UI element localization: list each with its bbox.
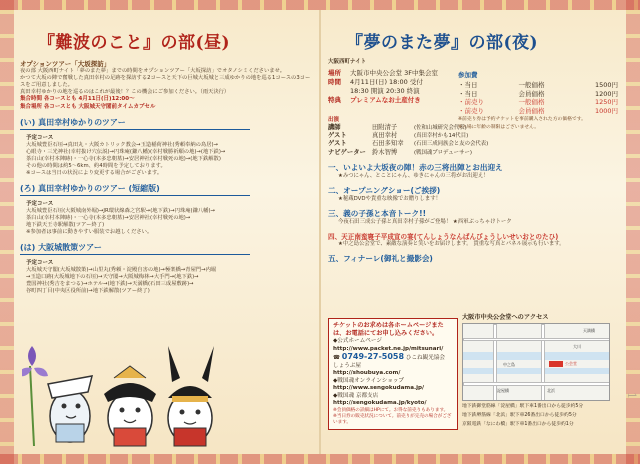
program-title: 三、義の子孫と本音トーク!!	[328, 208, 427, 218]
fee-label: ・前売り	[458, 98, 484, 106]
section-i-line: その他の時間は約5〜6km、約4時間を予定しております。	[26, 163, 166, 169]
fee-label: ・当日	[458, 81, 478, 89]
bottom-border	[0, 454, 640, 464]
program-list	[328, 162, 622, 264]
fee-price: 1500円	[594, 81, 618, 89]
info-value: 4月11日(日) 18:00 受付	[350, 77, 423, 86]
road	[463, 382, 610, 386]
shop-label: しょうぶ屋	[333, 362, 361, 369]
meet-place: 集合場所 各コースとも 大阪城天守閣前タイムカプセル	[20, 103, 156, 110]
section-i-line: 茶臼山(幸村本陣跡)・一心寺(本多忠朝墓)→安居神社(幸村戦死の地)→(地下鉄解散)	[26, 156, 221, 162]
fee-label: ・当日	[458, 89, 478, 98]
blog-url-link[interactable]: http://sengokudama.jp/kyoto/	[333, 400, 427, 406]
day-title: 『難波のこと』の部(昼)	[38, 33, 231, 53]
cast-desc: (佐和山城研究会代表)	[414, 125, 467, 131]
section-i-heading: (い) 真田幸村ゆかりのツアー	[20, 117, 250, 130]
phone-number[interactable]: 0749-27-5058	[341, 352, 405, 361]
contact-note: ※当日券の販売状況について。前売りが完売の場合がございます。	[333, 413, 452, 425]
section-ro-line: 大坂城豊臣石垣(大阪城南外堀)→JR環状線森之宮駅→(地下鉄)→円珠庵(鎌八幡)→	[26, 208, 216, 214]
page-number: 1	[625, 392, 638, 399]
section-ro-line: 茶臼山(幸村本陣跡)・一心寺(本多忠朝墓)→安居神社(幸村戦死の地)→	[26, 215, 191, 221]
hideyoshi-mascot-icon	[104, 366, 156, 446]
intro-2: かつて大坂の陣で奮戦した真田幸村の足跡を探訪する2コースと天下の巨城大坂城と三成ゆかりの地を巡る1コースの3コースをご用意しました。	[20, 75, 311, 88]
fee-row	[458, 90, 618, 99]
fee-title: 参加費	[458, 71, 478, 79]
fee-box	[458, 70, 618, 131]
cast-name: 真田幸村	[372, 132, 398, 140]
map-label: 北浜	[547, 388, 555, 393]
info-key: 時間	[328, 77, 341, 86]
river	[463, 352, 610, 360]
access-line: 地下鉄御堂筋線「淀屋橋」駅下車1番出口から徒歩約5分	[462, 404, 584, 409]
info-key	[328, 87, 350, 96]
cast-desc: (石田三成同族会と友の会代表)	[414, 141, 489, 148]
section-ha-line: 豊国神社(秀吉をまつる)→ホテル→(地下鉄)→天満橋(石田三成屋敷跡)→	[26, 281, 194, 287]
info-key: 特典	[328, 95, 341, 104]
site-label: ◆公式ホームページ	[333, 338, 382, 344]
map-label: 中之島	[503, 362, 515, 367]
fee-label: ・前売り	[458, 106, 484, 115]
program-sub: ★みつにゃん、とことにゃん、ゆきにゃんの三将がお出迎え！	[338, 172, 489, 179]
program-sub: ★秘蔵DVDや貴重な映像でお贈りします！	[338, 195, 441, 202]
event-name: 大阪西町ナイト	[328, 59, 367, 65]
meet-time: 集合時間 各コースとも 4月11日(日)12:00〜	[20, 96, 135, 102]
left-column	[20, 14, 312, 295]
section-i-yotei: 予定コース	[26, 135, 54, 141]
iris-flower-icon	[22, 346, 48, 446]
cast-desc: (戦国魂プロデューサー)	[414, 149, 472, 156]
cast-row	[328, 140, 622, 148]
program-sub: 今夜石田三成公子孫と真田幸村子孫がご登場！ ★西軍ぶっちゃけトーク	[338, 218, 512, 225]
contact-note: ※会員価格の詳細はHPにて。お得な前売りもあります。	[333, 407, 449, 413]
venue-marker-icon	[549, 361, 563, 367]
cast-name: 鈴木智博	[372, 148, 398, 156]
map-title: 大阪市中央公会堂へのアクセス	[462, 314, 549, 321]
fee-kind: 一般価格	[518, 81, 545, 89]
contact-heading: チケットのお求めは各ホームページまたは、お電話にてお申し込みください。	[333, 322, 444, 337]
intro-1: 夜の部 大阪西町ナイト「夢のまた夢」までの時間をオプションツアー「大坂探訪」でオタノシミくださいませ。	[20, 68, 285, 74]
night-title: 『夢のまた夢』の部(夜)	[346, 33, 539, 53]
left-border	[0, 0, 14, 464]
fee-row	[458, 107, 618, 116]
fee-price: 1250円	[594, 98, 618, 106]
fee-kind: 会員価格	[518, 89, 545, 98]
map-label: 公会堂	[565, 361, 577, 366]
cast-desc: (真田幸村かも14代目)	[414, 133, 469, 140]
section-i-line: 大坂城豊臣石垣→真田丸・大阪カトリック教会→玉造稲荷神社(秀頼奉納の鳥居)→	[26, 142, 219, 148]
cast-role: ゲスト	[328, 132, 347, 140]
section-ha-heading: (は) 大阪城散策ツアー	[20, 242, 250, 255]
option-label: オプションツアー「大坂探訪」	[20, 60, 111, 68]
cast-role: ゲスト	[328, 140, 347, 148]
site-url-link[interactable]: http://www.packet.ne.jp/mitsunari/	[333, 345, 444, 352]
fee-note: ※前売り券は予約チケットを事前購入された方の価格です。	[458, 117, 586, 122]
access-map	[462, 323, 610, 401]
road	[463, 338, 610, 341]
blog-label: ◆戦国魂 京都支店	[333, 392, 379, 399]
section-ha-line: 谷町四丁目(中央区役所前)→地下鉄解散(ツアー終了)	[26, 288, 150, 294]
cast-role: 講師	[328, 124, 341, 131]
road	[541, 324, 545, 401]
section-ha-line: →玉造口跡(大坂城地下の石垣)→天守閣→大阪城梅林→大手門→(地下鉄)→	[26, 274, 199, 280]
info-key: 場所	[328, 68, 341, 77]
cast-name: 石田多知幸	[372, 140, 404, 148]
fee-row	[458, 81, 618, 90]
fee-kind: 一般価格	[518, 98, 545, 106]
fee-price: 1200円	[594, 89, 618, 98]
fee-row	[458, 98, 618, 107]
cast-role: ナビゲーター	[328, 148, 366, 156]
info-value: 大阪市中央公会堂 3F中集会室	[350, 68, 438, 77]
program-title: 四、天正南蛮寝子平成宣の宴(てんしょうなんばんびょうしいせいおとのたひ)	[328, 232, 559, 241]
section-i-line: ※コースは当日の状況により変更する場合がございます。	[26, 170, 163, 176]
shop-url-link[interactable]: http://shoubuya.com/	[333, 370, 401, 376]
access-map-area	[462, 312, 612, 429]
access-line: 京阪電鉄「なにわ橋」駅下車1番出口から徒歩約1分	[462, 422, 574, 428]
section-ro-line: ※参加者は事前に動きやすい服装でお越しください。	[26, 229, 153, 235]
info-value: 18:30 開演 20:30 終演	[350, 86, 420, 95]
fee-price: 1000円	[594, 106, 618, 115]
phone-icon: ☎	[333, 355, 340, 361]
fee-kind: 会員価格	[518, 106, 545, 115]
mascot-characters	[22, 306, 222, 454]
ticket-contact-box	[328, 318, 458, 430]
fold-line	[319, 10, 321, 454]
yukimura-mascot-icon	[168, 346, 214, 446]
info-value: プレミアムなお土産付き	[350, 95, 421, 104]
map-label: 淀屋橋	[497, 388, 509, 393]
top-border	[0, 0, 640, 10]
section-ha-yotei: 予定コース	[26, 260, 54, 266]
section-i-line: 心眼寺・三光神社(幸村抜け穴伝説)→円珠庵(鎌八幡)(幸村戦勝祈願の地)→(地下鉄)→	[26, 149, 226, 155]
program-title: 一、いよいよ大坂夜の陣！赤の三将出陣とお出迎え	[328, 162, 503, 172]
cast-row	[328, 149, 622, 157]
online-label: ◆戦国魂オンラインショップ	[333, 377, 405, 384]
map-label: 大川	[573, 344, 581, 349]
cast-name: 田附清子	[372, 124, 398, 131]
right-column	[328, 14, 622, 264]
intro-3: 真田幸村ゆかりの地を巡るのはこれが最後！？この機会にご参加ください。（雨天決行）	[20, 89, 230, 95]
map-label: 天満橋	[583, 328, 595, 333]
online-url-link[interactable]: http://www.sengokudama.jp/	[333, 385, 425, 391]
mitsunyan-mascot-icon	[48, 376, 92, 442]
program-title: 五、フィナーレ(御礼と撮影会)	[328, 253, 433, 263]
cast-label: 出演	[328, 116, 340, 123]
river	[463, 368, 610, 374]
fee-note: ※入場に年齢の制限はございません。	[458, 125, 540, 130]
program-title: 二、オープニングショー(ご挨拶)	[328, 185, 441, 195]
section-ro-heading: (ろ) 真田幸村ゆかりのツアー (短縮版)	[20, 183, 250, 196]
section-ha-line: 大坂城天守閣(大坂城散策)→山里丸(秀頼・淀殿自害の地)→極楽橋→青屋門→内堀	[26, 267, 217, 273]
access-line: 地下鉄堺筋線「北浜」駅下車26番出口から徒歩約5分	[462, 413, 577, 419]
phone-note: ひこね観光協会	[405, 355, 446, 361]
section-ro-line: 地下鉄天王寺駅解散(ツアー終了)	[26, 222, 105, 228]
section-ro-yotei: 予定コース	[26, 201, 54, 207]
program-sub: ★中之島公会堂で、素敵な演奏と笑いをお届けします。 貴重な写真とパネル展示も行います。	[338, 240, 565, 247]
